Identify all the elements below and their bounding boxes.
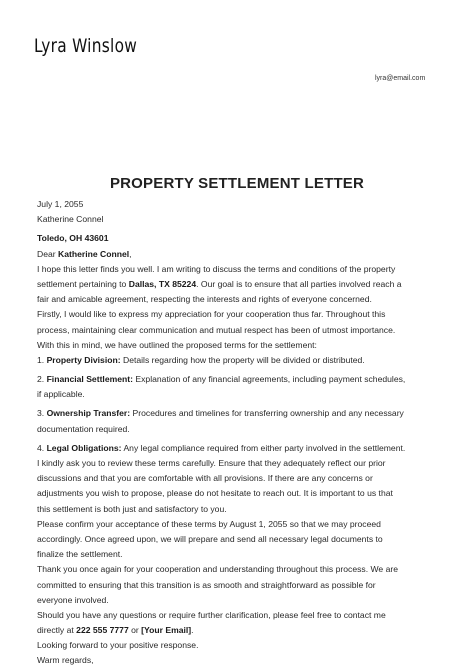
contact-phone: 222 555 7777	[76, 625, 129, 636]
term-item-financial-settlement: 2. Financial Settlement: Explanation of any financial agreements, including payment schedules,	[37, 374, 406, 385]
letter-date: July 1, 2055	[37, 199, 84, 209]
salutation: Dear Katherine Connel,	[37, 248, 132, 259]
property-location: Dallas, TX 85224	[128, 278, 197, 289]
paragraph-closing-line: Looking forward to your positive response.	[37, 640, 199, 651]
term-item-legal-obligations: 4. Legal Obligations: Any legal compliance required from either party involved in the settlement.	[37, 442, 406, 453]
recipient-name: Katherine Connel	[37, 214, 104, 225]
closing-valediction: Warm regards,	[37, 655, 94, 666]
term-item-financial-settlement-cont: if applicable.	[37, 389, 85, 400]
letter-body	[37, 197, 437, 669]
paragraph-intro-line: settlement pertaining to Dallas, TX 85224. Our goal is to ensure that all parties involved reach a	[37, 278, 402, 289]
letter-title: PROPERTY SETTLEMENT LETTER	[109, 175, 365, 192]
paragraph-intro-line: I hope this letter finds you well. I am writing to discuss the terms and conditions of the property	[37, 263, 396, 274]
paragraph-confirm-line: finalize the settlement.	[37, 549, 123, 560]
recipient-city: Toledo, OH 43601	[37, 233, 109, 244]
paragraph-review-line: adjustments you wish to propose, please do not hesitate to reach out. It is important to us that	[37, 488, 393, 499]
paragraph-appreciation-line: Firstly, I would like to express my appreciation for your cooperation thus far. Throughout this	[37, 309, 386, 320]
paragraph-intro-line: fair and amicable agreement, respecting the interests and rights of everyone concerned.	[37, 294, 372, 305]
term-item-ownership-transfer: 3. Ownership Transfer: Procedures and timelines for transferring ownership and any necessary	[37, 408, 404, 419]
sender-name: Lyra Winslow	[34, 35, 138, 57]
paragraph-appreciation-line: With this in mind, we have outlined the proposed terms for the settlement:	[37, 339, 317, 350]
term-item-property-division: 1. Property Division: Details regarding how the property will be divided or distributed.	[37, 354, 365, 365]
paragraph-appreciation-line: process, maintaining clear communication and mutual respect has been of utmost importance.	[37, 324, 396, 335]
paragraph-contact-line: Should you have any questions or require further clarification, please feel free to contact me	[37, 609, 386, 620]
paragraph-contact-line: directly at 222 555 7777 or [Your Email].	[37, 625, 194, 636]
sender-email: lyra@email.com	[375, 75, 426, 82]
paragraph-thanks-line: Thank you once again for your cooperation and understanding throughout this process. We are	[37, 564, 399, 575]
paragraph-thanks-line: everyone involved.	[37, 594, 109, 605]
contact-email-placeholder: [Your Email]	[141, 625, 192, 636]
paragraph-review-line: this settlement is both just and satisfactory to you.	[37, 503, 227, 514]
term-item-ownership-transfer-cont: documentation required.	[37, 423, 130, 434]
paragraph-thanks-line: committed to ensuring that this transition is as smooth and straightforward as possible for	[37, 579, 376, 590]
paragraph-confirm-line: accordingly. Once agreed upon, we will prepare and send all necessary legal documents to	[37, 533, 383, 544]
paragraph-review-line: discussions and that you are comfortable with all provisions. If there are any concerns or	[37, 473, 373, 484]
paragraph-review-line: I kindly ask you to review these terms carefully. Ensure that they adequately reflect our prior	[37, 458, 386, 468]
paragraph-confirm-line: Please confirm your acceptance of these terms by August 1, 2055 so that we may proceed	[37, 518, 381, 529]
